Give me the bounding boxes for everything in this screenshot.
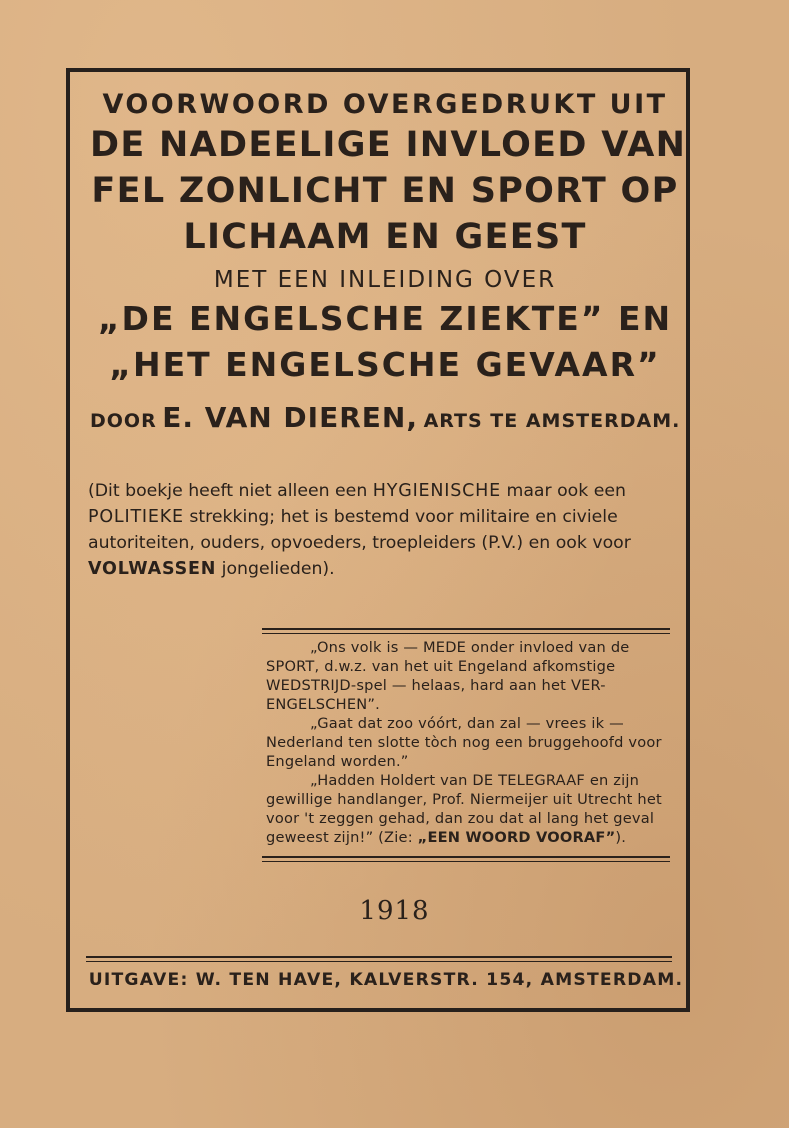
main-title-line-2: FEL ZONLICHT EN SPORT OP: [91, 171, 679, 211]
publication-year: 1918: [359, 896, 430, 926]
quoted-title-line-1: „DE ENGELSCHE ZIEKTE” EN: [97, 299, 673, 338]
quote-p1-line-1: „Ons volk is — MEDE onder invloed van de: [310, 639, 630, 656]
intro-emphasis: POLITIEKE: [88, 507, 184, 527]
main-title-line-3: LICHAAM EN GEEST: [183, 217, 587, 257]
quote-p1-line-4: ENGELSCHEN”.: [266, 696, 380, 713]
quote-bottom-rule: [262, 856, 670, 862]
subtitle: MET EEN INLEIDING OVER: [213, 267, 557, 293]
publisher-top-rule: [86, 956, 672, 962]
intro-line-2: [88, 504, 678, 530]
quote-p2-line-2: Nederland ten slotte tòch nog een bruggehoofd voor: [266, 734, 662, 751]
intro-text: (Dit boekje heeft niet alleen een: [88, 481, 373, 501]
intro-line-1: [88, 478, 678, 504]
quote-p2-line-1: „Gaat dat zoo vóórt, dan zal — vrees ik —: [310, 715, 624, 732]
author-name: E. VAN DIEREN,: [162, 401, 418, 434]
quote-text: ).: [615, 829, 627, 846]
quote-p2-line-3: Engeland worden.”: [266, 753, 409, 770]
quote-p3-line-1: „Hadden Holdert van DE TELEGRAAF en zijn: [310, 772, 640, 789]
quote-emphasis: „EEN WOORD VOORAF”: [417, 829, 616, 846]
intro-text: strekking; het is bestemd voor militaire en civiele: [183, 507, 618, 527]
intro-emphasis: HYGIENISCHE: [372, 481, 501, 501]
quote-top-rule: [262, 628, 670, 634]
intro-line-3: autoriteiten, ouders, opvoeders, troepleiders (P.V.) en ook voor: [88, 533, 631, 553]
main-title-line-1: DE NADEELIGE INVLOED VAN: [90, 125, 687, 165]
intro-paragraph: [88, 478, 678, 582]
quote-text: geweest zijn!” (Zie:: [266, 829, 418, 846]
quote-p1-line-3: WEDSTRIJD-spel — helaas, hard aan het VER-: [266, 677, 606, 694]
publisher-line: UITGAVE: W. TEN HAVE, KALVERSTR. 154, AMSTERDAM.: [88, 970, 684, 990]
author-role: ARTS TE AMSTERDAM.: [423, 410, 681, 432]
intro-emphasis: VOLWASSEN: [88, 559, 217, 579]
intro-text: maar ook een: [501, 481, 626, 501]
intro-text: jongelieden).: [216, 559, 335, 579]
intro-line-4: [88, 556, 678, 582]
quote-p1-line-2: SPORT, d.w.z. van het uit Engeland afkomstige: [266, 658, 616, 675]
quote-p3-line-3: voor 't zeggen gehad, dan zou dat al lang het geval: [266, 810, 655, 827]
author-line: [90, 398, 680, 442]
title-block: [90, 88, 687, 442]
pre-title: VOORWOORD OVERGEDRUKT UIT: [102, 89, 668, 120]
quote-p3-line-2: gewillige handlanger, Prof. Niermeijer uit Utrecht het: [266, 791, 662, 808]
quote-p3-line-4: [266, 828, 678, 847]
author-by: DOOR: [90, 410, 157, 432]
quotation-block: [266, 638, 678, 847]
quoted-title-line-2: „HET ENGELSCHE GEVAAR”: [109, 345, 661, 384]
